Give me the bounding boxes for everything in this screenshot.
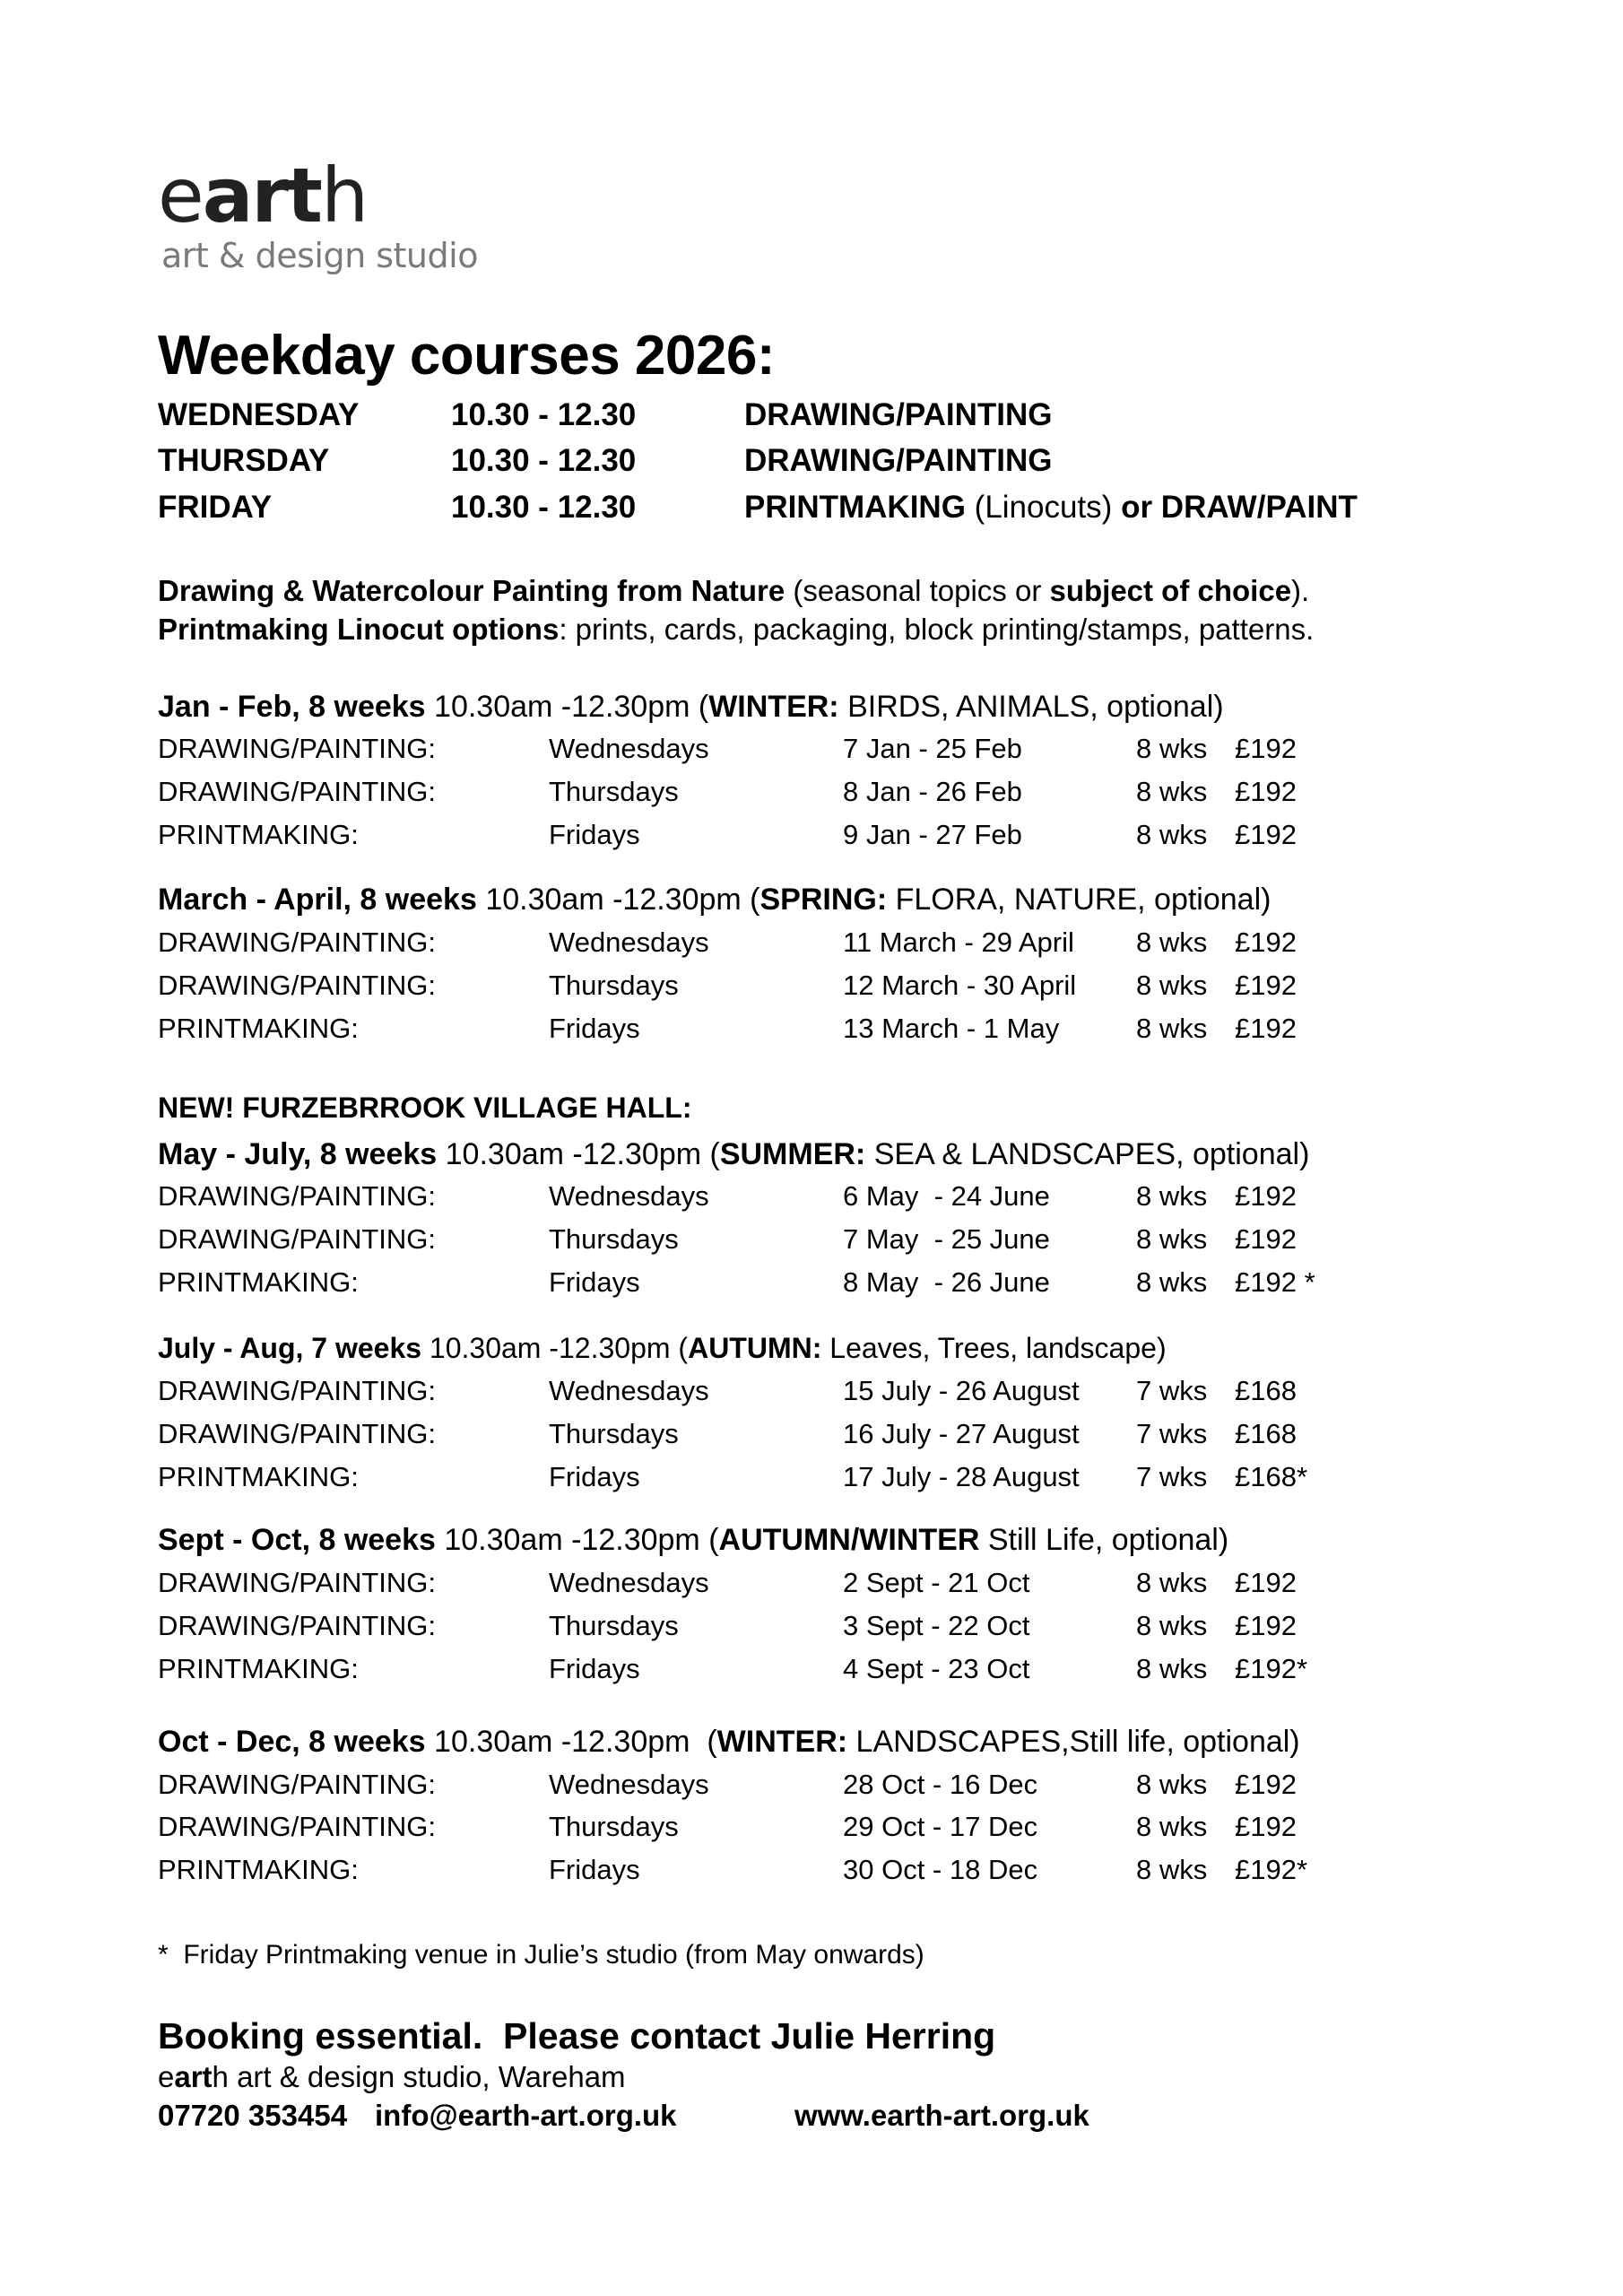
- course-day: Wednesdays: [549, 1180, 709, 1212]
- course-weeks: 8 wks: [1136, 1223, 1208, 1255]
- term-time: 10.30am -12.30pm (: [435, 1523, 719, 1557]
- course-name: DRAWING/PAINTING:: [158, 733, 436, 764]
- term-header: [158, 1525, 1228, 1555]
- term-theme: BIRDS, ANIMALS, optional): [838, 690, 1224, 724]
- course-price: £168*: [1235, 1461, 1308, 1492]
- course-weeks: 8 wks: [1136, 1610, 1208, 1641]
- course-name: DRAWING/PAINTING:: [158, 1375, 436, 1406]
- schedule-day: THURSDAY: [158, 443, 330, 478]
- term-time: 10.30am -12.30pm (: [425, 690, 709, 724]
- course-day: Fridays: [549, 819, 640, 850]
- term-time: 10.30am -12.30pm (: [421, 1332, 689, 1364]
- course-day: Thursdays: [549, 1610, 679, 1641]
- schedule-activity: [744, 445, 1053, 476]
- course-price: £192: [1235, 1013, 1297, 1044]
- course-price: £192: [1235, 733, 1297, 764]
- course-weeks: 7 wks: [1136, 1418, 1208, 1449]
- course-weeks: 7 wks: [1136, 1461, 1208, 1492]
- course-name: DRAWING/PAINTING:: [158, 970, 436, 1001]
- description-bold-2: subject of choice: [1049, 574, 1292, 607]
- course-price: £192: [1235, 1811, 1297, 1842]
- course-name: PRINTMAKING:: [158, 1653, 359, 1684]
- course-dates: 7 Jan - 25 Feb: [843, 733, 1022, 764]
- schedule-day: FRIDAY: [158, 490, 273, 525]
- description-normal: (seasonal topics or: [785, 574, 1050, 607]
- course-day: Thursdays: [549, 776, 679, 807]
- course-weeks: 8 wks: [1136, 970, 1208, 1001]
- activity-bold: DRAWING/PAINTING: [744, 397, 1053, 432]
- course-day: Fridays: [549, 1854, 640, 1885]
- term-period: May - July, 8 weeks: [158, 1137, 438, 1171]
- course-weeks: 7 wks: [1136, 1375, 1208, 1406]
- course-name: DRAWING/PAINTING:: [158, 776, 436, 807]
- course-price: £192: [1235, 970, 1297, 1001]
- term-period: Sept - Oct, 8 weeks: [158, 1523, 436, 1557]
- course-name: PRINTMAKING:: [158, 1266, 359, 1298]
- course-dates: 29 Oct - 17 Dec: [843, 1811, 1038, 1842]
- course-dates: 8 Jan - 26 Feb: [843, 776, 1022, 807]
- term-theme: Still Life, optional): [979, 1523, 1229, 1557]
- term-season: SUMMER:: [719, 1137, 866, 1171]
- course-name: DRAWING/PAINTING:: [158, 1567, 436, 1598]
- term-period: Oct - Dec, 8 weeks: [158, 1725, 426, 1759]
- course-price: £192*: [1235, 1854, 1308, 1885]
- term-time: 10.30am -12.30pm (: [425, 1725, 717, 1759]
- description-end: ).: [1291, 574, 1310, 607]
- course-name: PRINTMAKING:: [158, 819, 359, 850]
- course-day: Thursdays: [549, 1418, 679, 1449]
- course-weeks: 8 wks: [1136, 926, 1208, 958]
- course-day: Wednesdays: [549, 926, 709, 958]
- term-theme: FLORA, NATURE, optional): [887, 883, 1271, 917]
- contact-email[interactable]: info@earth-art.org.uk: [375, 2099, 677, 2132]
- term-season: SPRING:: [759, 883, 888, 917]
- schedule-time: 10.30 - 12.30: [451, 397, 637, 432]
- course-dates: 28 Oct - 16 Dec: [843, 1769, 1038, 1800]
- logo-e: e: [158, 152, 203, 239]
- logo-art: art: [202, 152, 321, 239]
- course-weeks: 8 wks: [1136, 819, 1208, 850]
- description-bold: Printmaking Linocut options: [158, 613, 560, 646]
- course-day: Wednesdays: [549, 733, 709, 764]
- course-day: Fridays: [549, 1653, 640, 1684]
- schedule-activity: [744, 491, 1358, 523]
- course-dates: 12 March - 30 April: [843, 970, 1077, 1001]
- course-day: Wednesdays: [549, 1567, 709, 1598]
- course-name: DRAWING/PAINTING:: [158, 1811, 436, 1842]
- course-price: £168: [1235, 1418, 1297, 1449]
- venue-notice: NEW! FURZEBRROOK VILLAGE HALL:: [158, 1091, 692, 1124]
- course-weeks: 8 wks: [1136, 733, 1208, 764]
- course-price: £192: [1235, 1223, 1297, 1255]
- logo-tagline: art & design studio: [161, 236, 478, 275]
- term-theme: Leaves, Trees, landscape): [821, 1332, 1167, 1364]
- course-weeks: 8 wks: [1136, 1854, 1208, 1885]
- term-theme: SEA & LANDSCAPES, optional): [865, 1137, 1310, 1171]
- course-price: £192 *: [1235, 1266, 1315, 1298]
- course-dates: 7 May - 25 June: [843, 1223, 1050, 1255]
- course-dates: 6 May - 24 June: [843, 1180, 1050, 1212]
- description-line-1: [158, 576, 1309, 605]
- term-season: WINTER:: [716, 1725, 848, 1759]
- term-header: [158, 691, 1224, 722]
- activity-normal: (Linocuts): [965, 490, 1122, 525]
- term-period: July - Aug, 7 weeks: [158, 1332, 422, 1364]
- address-e: e: [158, 2060, 175, 2093]
- course-weeks: 8 wks: [1136, 1266, 1208, 1298]
- course-name: PRINTMAKING:: [158, 1461, 359, 1492]
- description-normal: : prints, cards, packaging, block printing/stamps, patterns.: [559, 613, 1315, 646]
- course-day: Wednesdays: [549, 1375, 709, 1406]
- description-bold: Drawing & Watercolour Painting from Nature: [158, 574, 785, 607]
- activity-bold: DRAWING/PAINTING: [744, 443, 1053, 478]
- course-name: DRAWING/PAINTING:: [158, 1610, 436, 1641]
- course-name: DRAWING/PAINTING:: [158, 1418, 436, 1449]
- term-time: 10.30am -12.30pm (: [437, 1137, 720, 1171]
- course-weeks: 8 wks: [1136, 1180, 1208, 1212]
- term-season: AUTUMN:: [688, 1332, 822, 1364]
- course-dates: 17 July - 28 August: [843, 1461, 1080, 1492]
- activity-bold: PRINTMAKING: [744, 490, 966, 525]
- term-season: WINTER:: [708, 690, 839, 724]
- address-art: art: [174, 2060, 213, 2093]
- address-rest: h art & design studio, Wareham: [212, 2060, 626, 2093]
- term-time: 10.30am -12.30pm (: [476, 883, 760, 917]
- course-weeks: 8 wks: [1136, 776, 1208, 807]
- studio-address: [158, 2062, 626, 2092]
- course-day: Thursdays: [549, 1223, 679, 1255]
- logo-h: h: [320, 152, 368, 239]
- course-price: £192: [1235, 1769, 1297, 1800]
- course-name: DRAWING/PAINTING:: [158, 1223, 436, 1255]
- activity-bold-2: or DRAW/PAINT: [1121, 490, 1358, 525]
- course-dates: 9 Jan - 27 Feb: [843, 819, 1022, 850]
- course-weeks: 8 wks: [1136, 1769, 1208, 1800]
- course-weeks: 8 wks: [1136, 1811, 1208, 1842]
- contact-website[interactable]: www.earth-art.org.uk: [794, 2099, 1089, 2132]
- course-price: £192: [1235, 776, 1297, 807]
- term-header: [158, 1726, 1300, 1757]
- term-period: March - April, 8 weeks: [158, 883, 477, 917]
- term-header: [158, 1139, 1309, 1170]
- course-day: Fridays: [549, 1013, 640, 1044]
- course-dates: 11 March - 29 April: [843, 926, 1074, 958]
- logo-wordmark: [158, 152, 368, 239]
- course-day: Fridays: [549, 1461, 640, 1492]
- course-dates: 4 Sept - 23 Oct: [843, 1653, 1030, 1684]
- course-day: Wednesdays: [549, 1769, 709, 1800]
- course-dates: 8 May - 26 June: [843, 1266, 1050, 1298]
- course-dates: 13 March - 1 May: [843, 1013, 1060, 1044]
- course-price: £192: [1235, 1610, 1297, 1641]
- term-header: [158, 884, 1271, 915]
- schedule-activity: [744, 399, 1053, 430]
- schedule-day: WEDNESDAY: [158, 397, 360, 432]
- course-name: PRINTMAKING:: [158, 1854, 359, 1885]
- term-header: [158, 1334, 1167, 1362]
- course-dates: 16 July - 27 August: [843, 1418, 1080, 1449]
- schedule-time: 10.30 - 12.30: [451, 490, 637, 525]
- course-day: Thursdays: [549, 1811, 679, 1842]
- footnote: * Friday Printmaking venue in Julie’s studio (from May onwards): [158, 1940, 924, 1970]
- page-title: Weekday courses 2026:: [158, 325, 775, 387]
- course-price: £192: [1235, 819, 1297, 850]
- contact-phone[interactable]: 07720 353454: [158, 2099, 348, 2132]
- term-theme: LANDSCAPES,Still life, optional): [847, 1725, 1300, 1759]
- course-name: DRAWING/PAINTING:: [158, 1769, 436, 1800]
- term-season: AUTUMN/WINTER: [718, 1523, 980, 1557]
- course-price: £192: [1235, 1567, 1297, 1598]
- course-day: Fridays: [549, 1266, 640, 1298]
- term-period: Jan - Feb, 8 weeks: [158, 690, 426, 724]
- course-dates: 3 Sept - 22 Oct: [843, 1610, 1030, 1641]
- course-price: £192*: [1235, 1653, 1308, 1684]
- course-dates: 15 July - 26 August: [843, 1375, 1080, 1406]
- course-day: Thursdays: [549, 970, 679, 1001]
- course-price: £168: [1235, 1375, 1297, 1406]
- course-price: £192: [1235, 1180, 1297, 1212]
- course-price: £192: [1235, 926, 1297, 958]
- course-dates: 30 Oct - 18 Dec: [843, 1854, 1038, 1885]
- course-weeks: 8 wks: [1136, 1653, 1208, 1684]
- course-name: PRINTMAKING:: [158, 1013, 359, 1044]
- course-dates: 2 Sept - 21 Oct: [843, 1567, 1030, 1598]
- course-weeks: 8 wks: [1136, 1013, 1208, 1044]
- schedule-time: 10.30 - 12.30: [451, 443, 637, 478]
- description-line-2: [158, 614, 1314, 644]
- course-weeks: 8 wks: [1136, 1567, 1208, 1598]
- course-name: DRAWING/PAINTING:: [158, 1180, 436, 1212]
- booking-heading: Booking essential. Please contact Julie Herring: [158, 2015, 996, 2057]
- course-name: DRAWING/PAINTING:: [158, 926, 436, 958]
